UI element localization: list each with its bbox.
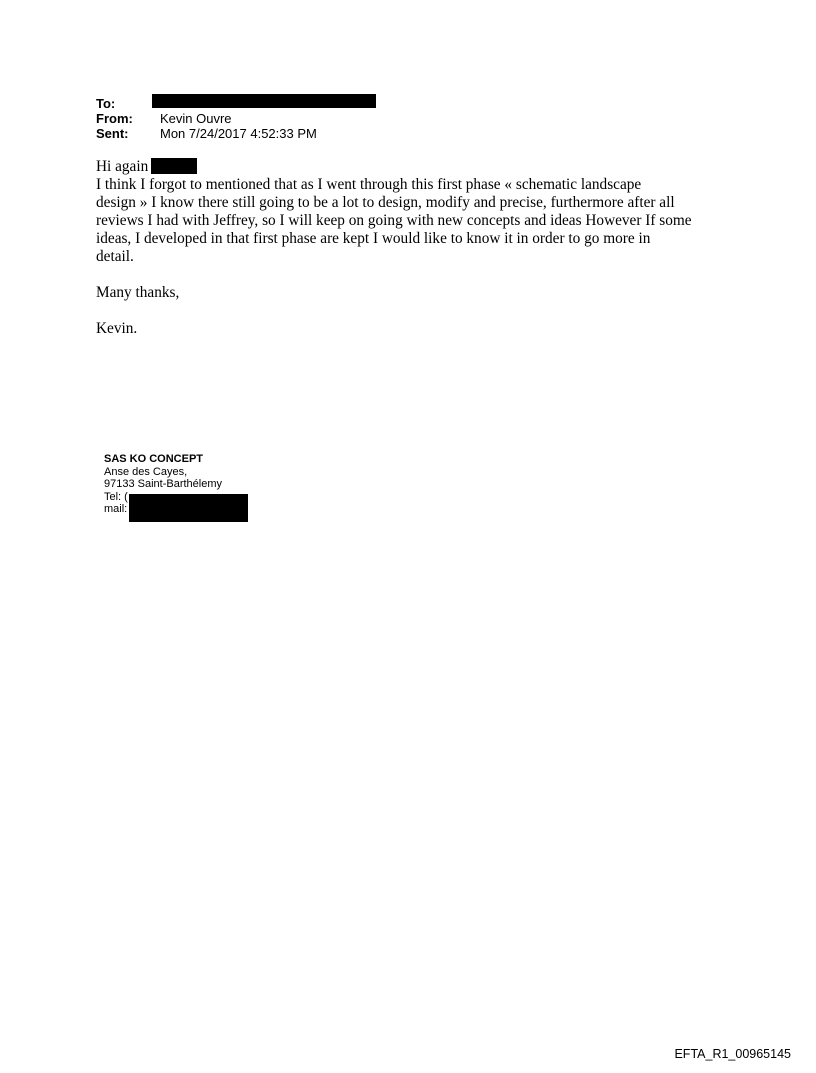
- from-value: Kevin Ouvre: [160, 111, 232, 126]
- signature-tel: Tel: (: [104, 490, 128, 503]
- body-line: design » I know there still going to be a lot to design, modify and precise, furthermore after all: [96, 194, 675, 211]
- signature-contact-redaction: [129, 494, 248, 522]
- signature-address-line2: 97133 Saint-Barthélemy: [104, 478, 223, 490]
- greeting-line: [96, 158, 736, 176]
- from-label: From:: [96, 111, 133, 126]
- sent-row: [96, 126, 317, 141]
- to-redaction: [152, 94, 376, 108]
- email-body: [96, 158, 736, 338]
- from-row: [96, 111, 317, 126]
- greeting-text: Hi again: [96, 158, 149, 175]
- document-id-footer: EFTA_R1_00965145: [674, 1047, 791, 1061]
- signoff-line: Kevin.: [96, 320, 138, 337]
- signature-block: [104, 453, 222, 516]
- body-line: ideas, I developed in that first phase are kept I would like to know it in order to go more in: [96, 230, 651, 247]
- email-header: [96, 96, 317, 141]
- closing-line: Many thanks,: [96, 284, 180, 301]
- sent-value: Mon 7/24/2017 4:52:33 PM: [160, 126, 317, 141]
- paragraph-gap: [96, 266, 736, 284]
- signature-address-line1: Anse des Cayes,: [104, 465, 188, 478]
- to-row: [96, 96, 317, 111]
- sent-label: Sent:: [96, 126, 129, 141]
- signature-company: SAS KO CONCEPT: [104, 453, 204, 465]
- body-line: reviews I had with Jeffrey, so I will keep on going with new concepts and ideas However If some: [96, 212, 692, 229]
- greeting-redaction: [151, 158, 197, 174]
- to-label: To:: [96, 96, 116, 111]
- paragraph-gap: [96, 302, 736, 320]
- body-line: I think I forgot to mentioned that as I went through this first phase « schematic landscape: [96, 176, 642, 193]
- body-line: detail.: [96, 248, 134, 265]
- signature-mail: mail:: [104, 503, 128, 515]
